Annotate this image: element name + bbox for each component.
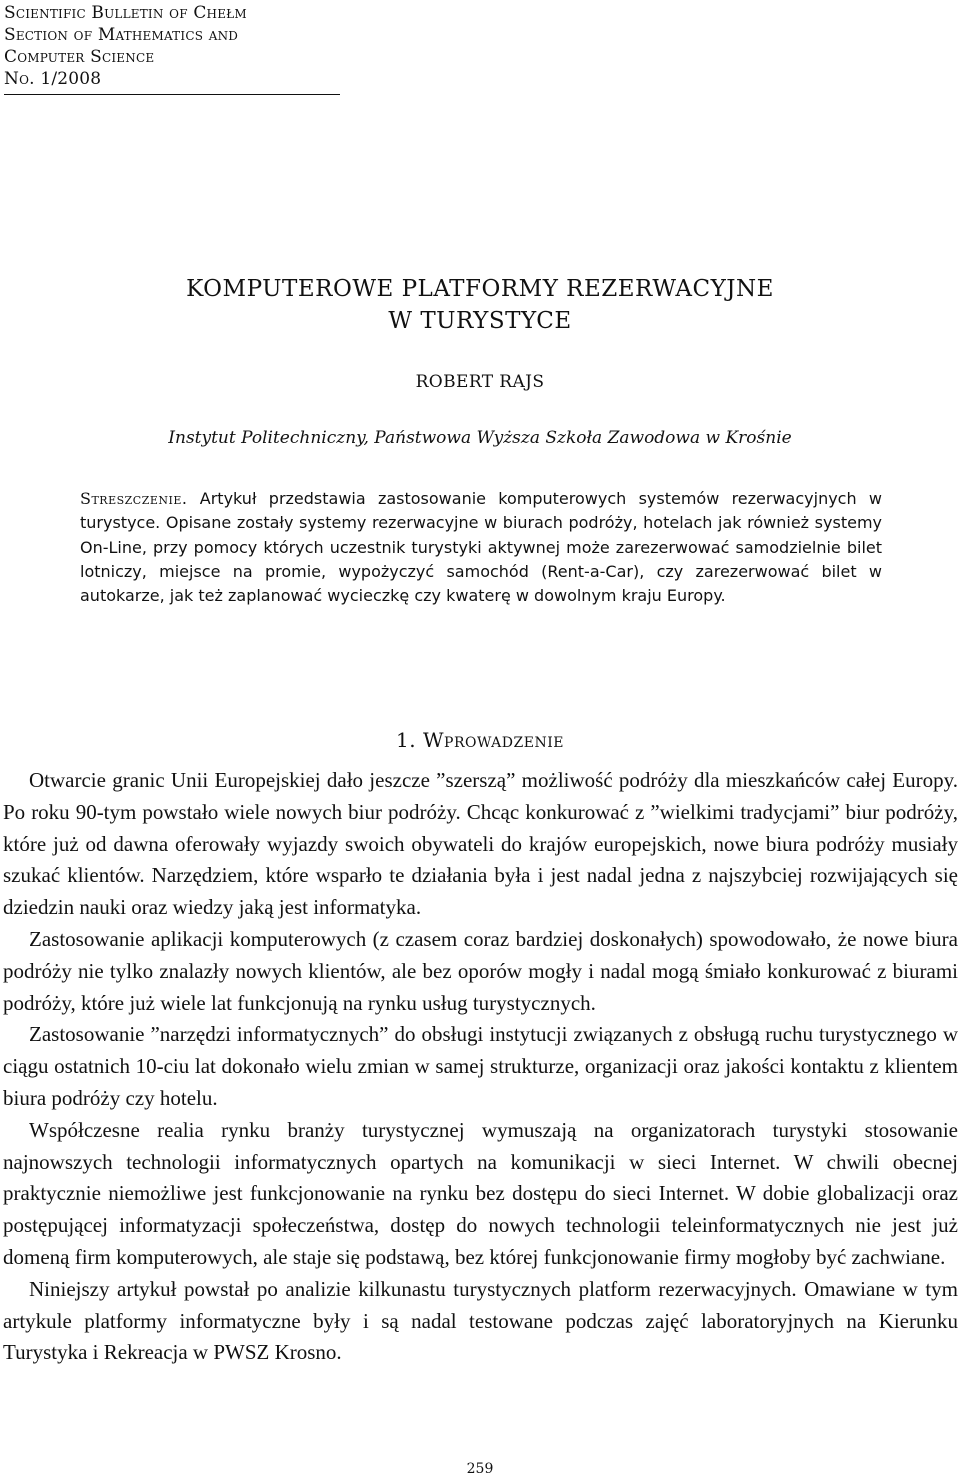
journal-section-cont: Computer Science <box>4 47 155 67</box>
page-number: 259 <box>466 1461 494 1477</box>
journal-issue: No. 1/2008 <box>4 69 102 89</box>
author-name: ROBERT RAJS <box>415 372 545 392</box>
paper-title-line2: W TURYSTYCE <box>388 308 572 334</box>
body-text <box>3 765 958 1369</box>
section-number: 1. <box>396 728 417 752</box>
section-title: Wprowadzenie <box>422 728 564 752</box>
paragraph: Niniejszy artykuł powstał po analizie kilkunastu turystycznych platform rezerwacyjnych. Omawiane w tym artykule platformy informatyczne były i są nadal testowane podczas zajęć laboratoryjnych na Kierunku Turystyka i Rekreacja w PWSZ Krosno. <box>3 1276 958 1365</box>
abstract-label: Streszczenie. <box>80 489 188 508</box>
paragraph: Otwarcie granic Unii Europejskiej dało jeszcze ”szerszą” możliwość podróży dla mieszkańców całej Europy. Po roku 90-tym powstało wiele nowych biur podróży. Chcąc konkurować z ”wielkimi tradycjami” biur podróży, które już od dawna oferowały wyjazdy swoich obywateli do krajów europejskich, nowe biura podróży musiały szukać klientów. Narzędziem, które wsparło te działania była i jest nadal jedna z najszybciej rozwijających się dziedzin nauki oraz wiedzy jaką jest informatyka. <box>3 768 958 920</box>
journal-header <box>4 2 340 95</box>
header-rule <box>4 94 340 95</box>
journal-section: Section of Mathematics and <box>4 25 239 45</box>
section-heading <box>0 728 960 752</box>
paper-title-line1: KOMPUTEROWE PLATFORMY REZERWACYJNE <box>186 276 774 302</box>
paragraph: Współczesne realia rynku branży turystycznej wymuszają na organizatorach turystyki stosowanie najnowszych technologii informatycznych opartych na komunikacji w sieci Internet. W chwili obecnej praktycznie niemożliwe jest funkcjonowanie na rynku bez dostępu do sieci Internet. W dobie globalizacji oraz postępującej informatyzacji społeczeństwa, dostęp do nowych technologii teleinformatycznych nie jest już domeną firm komputerowych, ale staje się podstawą, bez której funkcjonowanie firmy mogłoby być zachwiane. <box>3 1117 958 1269</box>
author-affiliation: Instytut Politechniczny, Państwowa Wyższa Szkoła Zawodowa w Krośnie <box>168 428 792 448</box>
paragraph: Zastosowanie ”narzędzi informatycznych” do obsługi instytucji związanych z obsługą ruchu turystycznego w ciągu ostatnich 10-ciu lat dokonało wielu zmian w samej strukturze, organizacji oraz jakości kontaktu z klientem biura podróży czy hotelu. <box>3 1022 958 1110</box>
journal-name: Scientific Bulletin of Chełm <box>4 3 247 23</box>
abstract <box>80 487 882 608</box>
abstract-text: Artykuł przedstawia zastosowanie komputerowych systemów rezerwacyjnych w turystyce. Opisane zostały systemy rezerwacyjne w biurach podróży, hotelach jak również systemy On-Line, przy pomocy których uczestnik turystyki aktywnej może zarezerwować samodzielnie bilet lotniczy, miejsce na promie, wypożyczyć samochód (Rent-a-Car), czy zarezerwować bilet w autokarze, jak też zaplanować wycieczkę czy kwaterę w dowolnym kraju Europy. <box>80 489 882 606</box>
paragraph: Zastosowanie aplikacji komputerowych (z czasem coraz bardziej doskonałych) spowodowało, że nowe biura podróży nie tylko znalazły nowych klientów, ale bez oporów mogły i nadal mogą śmiało konkurować z biurami podróży, które już wiele lat funkcjonują na rynku usług turystycznych. <box>3 926 958 1015</box>
paper-title <box>0 273 960 337</box>
